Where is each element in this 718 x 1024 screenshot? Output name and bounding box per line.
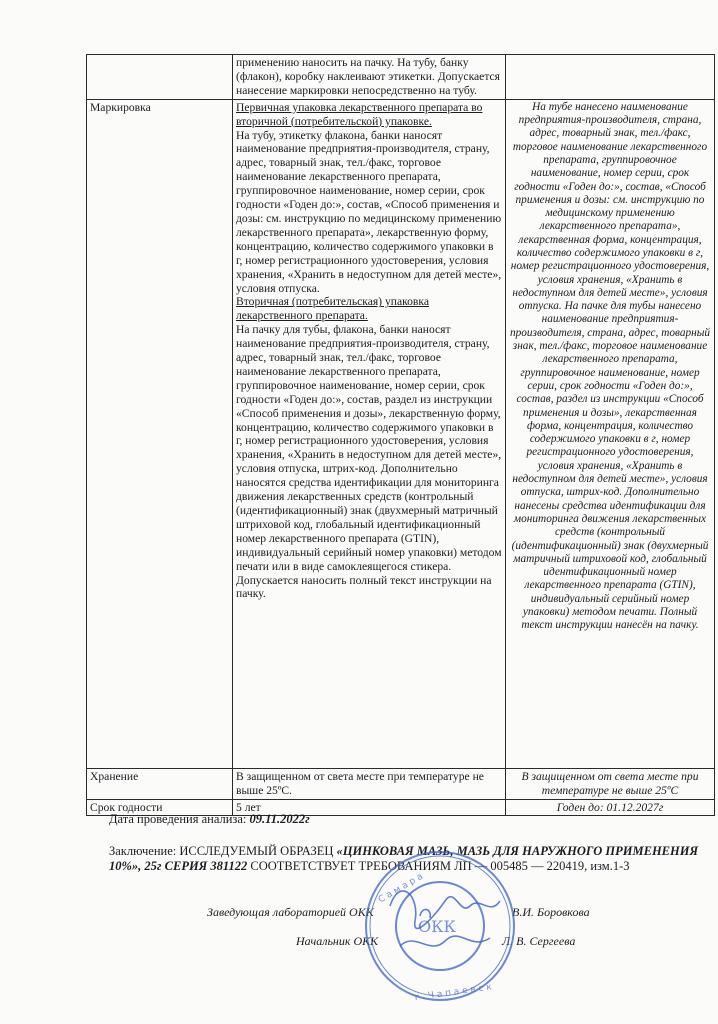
shelf-life-result: Годен до: 01.12.2027г — [506, 799, 715, 816]
analysis-date — [109, 812, 310, 827]
continuation-text: применению наносить на пачку. На тубу, банку (флакон), коробку наклеивают этикетки. Допускается нанесение маркировки непосредственно на тубу. — [233, 55, 506, 100]
head-lab-name: В.И. Боровкова — [512, 905, 590, 919]
table-row-marking — [87, 99, 715, 768]
svg-text:ОКК: ОКК — [418, 917, 456, 936]
row-name-storage: Хранение — [87, 768, 233, 799]
storage-requirement: В защищенном от света месте при температуре не выше 25ºС. — [233, 768, 506, 799]
head-lab-title: Заведующая лабораторией ОКК — [207, 905, 374, 919]
specification-table — [86, 54, 715, 816]
secondary-package-text: На пачку для тубы, флакона, банки наносят наименование предприятия-производителя, страну, адрес, товарный знак, тел./факс, торговое наименование лекарственного препарата, группировочное наименование, номер серии, срок годности «Годен до:», состав, раздел из инструкции «Способ применения и дозы», лекарственную форму, концентрацию, количество содержимого упаковки в г, номер регистрационного удостоверения, условия хранения, «Хранить в недоступном для детей месте», условия отпуска, штрих-код. Дополнительно наносятся средства идентификации для мониторинга движения лекарственных средств (контрольный (идентификационный) знак (двухмерный матричный штриховой код, глобальный идентификационный номер лекарственного препарата (GTIN), индивидуальный серийный номер упаковки) методом печати или в виде самоклеящегося стикера. Допускается наносить полный текст инструкции на пачку. — [236, 323, 502, 601]
official-seal-stamp — [360, 846, 520, 1006]
svg-text:С а м а р а: С а м а р а — [376, 871, 425, 906]
primary-package-text: На тубу, этикетку флакона, банки наносят наименование предприятия-производителя, страну, адрес, товарный знак, тел./факс, торговое наименование лекарственного препарата, группировочное наименование, номер серии, срок годности «Годен до:», состав, «Способ применения и дозы: см. инструкцию по медицинскому применению лекарственного препарата», лекарственную форму, концентрацию, количество содержимого упаковки в г, номер регистрационного удостоверения, условия хранения, «Хранить в недоступном для детей месте», условия отпуска. — [236, 128, 502, 295]
conclusion-suffix: СООТВЕТСТВУЕТ ТРЕБОВАНИЯМ ЛП — 005485 — 220419, изм.1-3 — [247, 859, 630, 873]
svg-text:г . Ч а п а е в с к: г . Ч а п а е в с к — [414, 982, 493, 1004]
shelf-life-requirement: 5 лет — [233, 799, 506, 816]
conclusion-product: «ЦИНКОВАЯ МАЗЬ, МАЗЬ ДЛЯ НАРУЖНОГО ПРИМЕНЕНИЯ 10%», 25г СЕРИЯ 381122 — [109, 844, 699, 873]
row-name-marking: Маркировка — [87, 99, 233, 768]
table-row — [87, 55, 715, 100]
marking-requirement — [233, 99, 506, 768]
table-row-storage — [87, 768, 715, 799]
storage-result: В защищенном от света месте при температуре не выше 25ºС — [506, 768, 715, 799]
analysis-date-value: 09.11.2022г — [249, 812, 310, 826]
primary-package-heading: Первичная упаковка лекарственного препарата во вторичной (потребительской) упаковке. — [236, 100, 483, 128]
analysis-date-label: Дата проведения анализа: — [109, 812, 250, 826]
row-name-shelf-life: Срок годности — [87, 799, 233, 816]
secondary-package-heading: Вторичная (потребительская) упаковка лекарственного препарата. — [236, 295, 430, 323]
chief-title: Начальник ОКК — [296, 934, 379, 948]
marking-result: На тубе нанесено наименование предприятия-производителя, страна, адрес, товарный знак, тел./факс, торговое наименование лекарственного препарата, группировочное наименование, номер серии, срок годности «Годен до:», состав, «Способ применения и дозы: см. инструкцию по медицинскому применению лекарственного препарата», лекарственная форма, концентрация, количество содержимого упаковки в г, номер регистрационного удостоверения, условия хранения, «Хранить в недоступном для детей месте», условия отпуска. На пачке для тубы нанесено наименование предприятия-производителя, страна, адрес, товарный знак, тел./факс, торговое наименование лекарственного препарата, группировочное наименование, номер серии, срок годности «Годен до:», состав, раздел из инструкции «Способ применения и дозы», лекарственная форма, концентрация, количество содержимого упаковки в г, номер регистрационного удостоверения, условия хранения, «Хранить в недоступном для детей месте», условия отпуска, штрих-код. Дополнительно нанесены средства идентификации для мониторинга движения лекарственных средств (контрольный (идентификационный) знак (двухмерный матричный штриховой код, глобальный идентификационный номер лекарственного препарата (GTIN), индивидуальный серийный номер упаковки) методом печати. Полный текст инструкции нанесён на пачку. — [506, 99, 715, 768]
conclusion-prefix: Заключение: ИССЛЕДУЕМЫЙ ОБРАЗЕЦ — [109, 844, 337, 858]
chief-name: Л. В. Сергеева — [502, 934, 576, 948]
